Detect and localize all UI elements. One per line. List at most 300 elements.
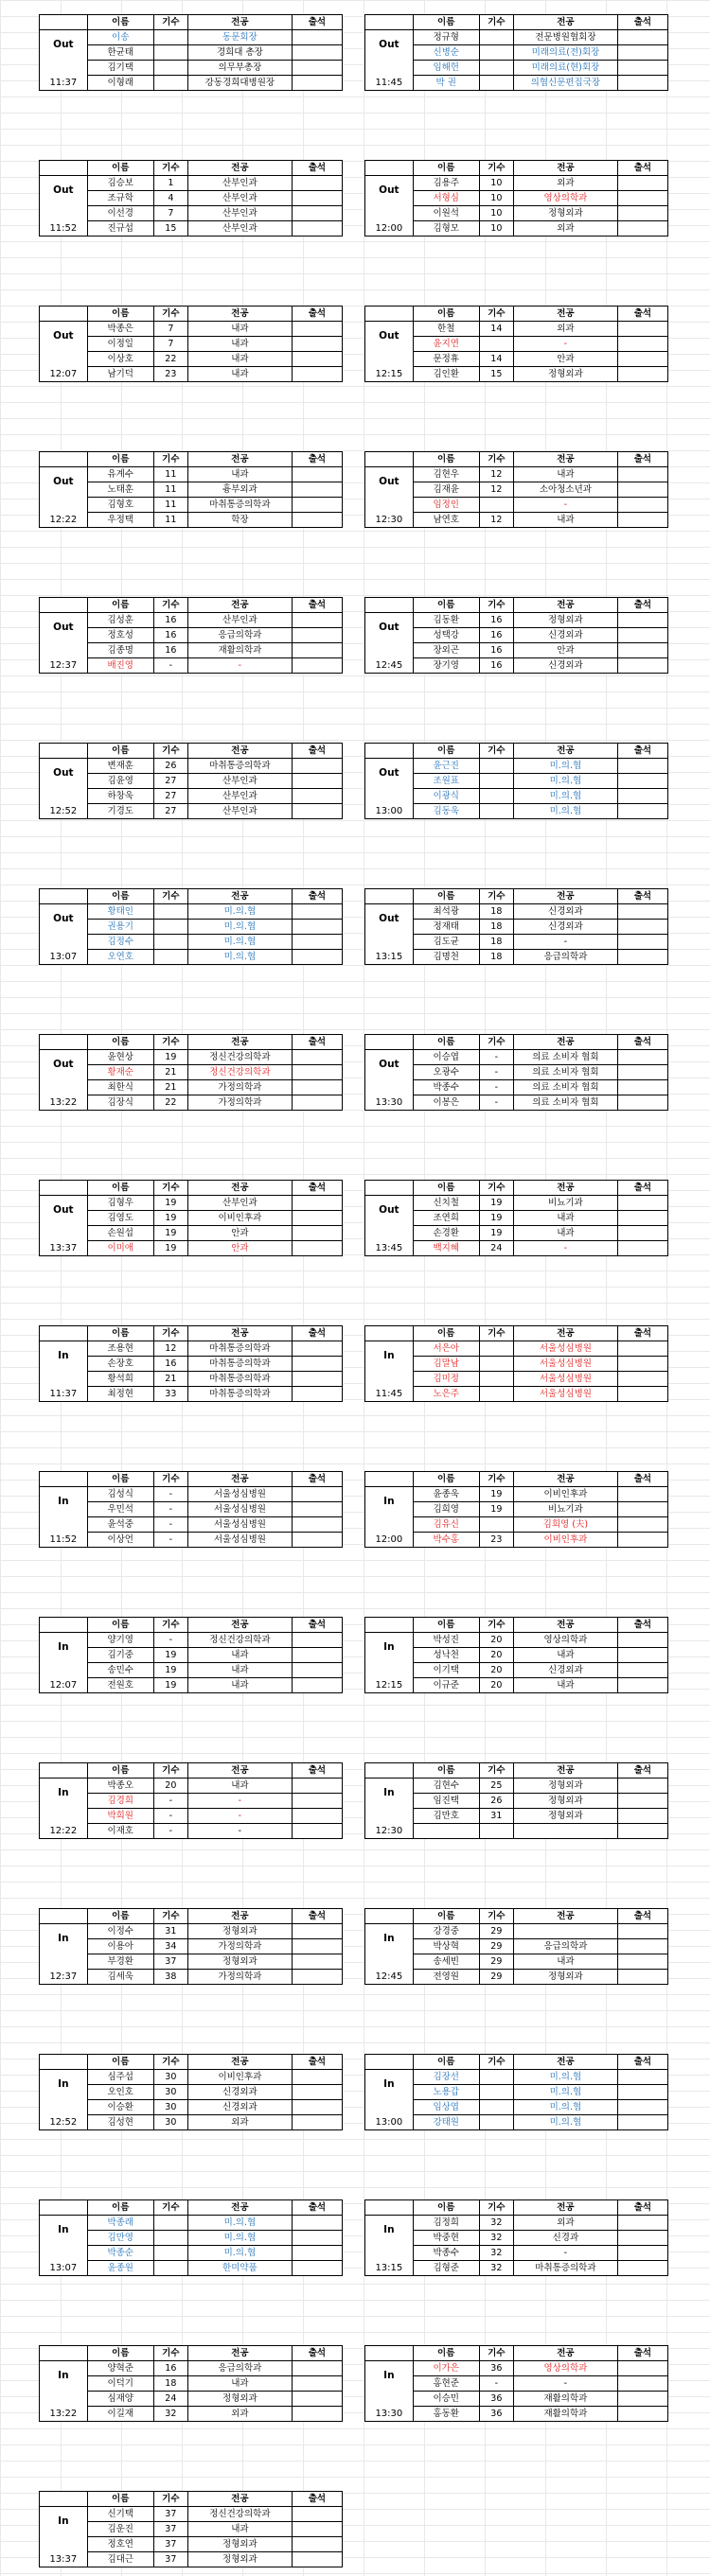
attendance-checkbox[interactable] [617,191,667,206]
header-generation: 기수 [153,889,187,904]
attendee-name: 우정택 [87,513,153,528]
header-attendance: 출석 [617,1618,667,1633]
attendee-major: 신경외과 [513,920,617,935]
header-major: 전공 [187,1909,292,1924]
attendance-checkbox[interactable] [292,367,342,382]
attendee-name: 박종순 [87,2246,153,2261]
attendee-major: 응급의학과 [513,950,617,965]
attendee-name: 심주섭 [87,2070,153,2085]
attendee-name: 권용기 [87,920,153,935]
attendance-checkbox[interactable] [292,1095,342,1111]
corner-cell [365,15,414,30]
attendance-checkbox[interactable] [617,221,667,237]
attendee-major: 내과 [187,2376,292,2392]
attendance-checkbox[interactable] [617,1954,667,1970]
attendee-major: 비뇨기과 [513,1502,617,1517]
attendance-checkbox[interactable] [292,1633,342,1648]
header-generation: 기수 [479,1326,513,1341]
attendee-major: 마취통증의학과 [187,1372,292,1387]
attendance-checkbox[interactable] [292,61,342,76]
attendee-name: 이용아 [87,1939,153,1954]
time-label: 12:52 [40,2100,88,2130]
attendee-major: 내과 [187,1779,292,1794]
attendance-checkbox[interactable] [292,1211,342,1226]
attendance-checkbox[interactable] [292,1970,342,1985]
attendee-name: 이길재 [87,2407,153,2422]
attendance-checkbox[interactable] [292,176,342,191]
attendance-checkbox[interactable] [292,1678,342,1693]
attendance-checkbox[interactable] [292,2246,342,2261]
attendance-checkbox[interactable] [292,1517,342,1533]
attendance-checkbox[interactable] [617,367,667,382]
attendee-generation: 22 [153,1095,187,1111]
attendance-checkbox[interactable] [617,1226,667,1241]
attendee-major: 산부인과 [187,1196,292,1211]
attendance-checkbox[interactable] [292,191,342,206]
attendance-checkbox[interactable] [617,45,667,61]
attendee-generation: 19 [479,1502,513,1517]
attendee-name: 송세빈 [413,1954,479,1970]
status-label: In [365,1633,414,1663]
header-name: 이름 [87,2200,153,2216]
attendance-checkbox[interactable] [292,774,342,789]
attendance-checkbox[interactable] [292,1387,342,1402]
attendee-generation: 16 [153,1357,187,1372]
attendee-name: 김동욱 [413,804,479,819]
attendance-checkbox[interactable] [292,1241,342,1256]
attendee-generation: 30 [153,2115,187,2130]
attendance-checkbox[interactable] [292,904,342,920]
header-generation: 기수 [153,15,187,30]
attendance-checkbox[interactable] [292,221,342,237]
schedule-block [364,1180,668,1256]
attendance-checkbox[interactable] [292,643,342,658]
attendance-checkbox[interactable] [617,498,667,513]
header-attendance: 출석 [292,1326,342,1341]
time-label: 13:37 [40,1226,88,1256]
attendance-checkbox[interactable] [617,1211,667,1226]
attendee-generation [153,76,187,91]
attendee-name: 손장호 [87,1357,153,1372]
attendance-checkbox[interactable] [292,1924,342,1939]
attendance-checkbox[interactable] [617,2100,667,2115]
attendee-name: 문정휴 [413,352,479,367]
schedule-block [39,1762,343,1839]
attendance-checkbox[interactable] [617,920,667,935]
header-attendance: 출석 [292,307,342,322]
attendance-checkbox[interactable] [617,1678,667,1693]
attendance-checkbox[interactable] [292,613,342,628]
attendee-major: 한미약품 [187,2261,292,2276]
corner-cell [40,15,88,30]
attendance-checkbox[interactable] [617,2246,667,2261]
schedule-block [364,1471,668,1548]
attendance-checkbox[interactable] [617,950,667,965]
attendance-checkbox[interactable] [617,482,667,498]
corner-cell [40,452,88,467]
header-major: 전공 [513,1472,617,1487]
header-major: 전공 [187,1326,292,1341]
corner-cell [40,1618,88,1633]
attendance-checkbox[interactable] [292,1648,342,1663]
attendee-name: 정규형 [413,30,479,45]
attendance-checkbox[interactable] [617,1095,667,1111]
header-generation: 기수 [479,1618,513,1633]
status-label: In [40,1779,88,1809]
header-major: 전공 [187,744,292,759]
attendance-checkbox[interactable] [617,1502,667,1517]
header-generation: 기수 [153,1472,187,1487]
attendance-checkbox[interactable] [617,352,667,367]
attendee-name: 이정수 [87,1924,153,1939]
attendance-checkbox[interactable] [292,1939,342,1954]
attendance-checkbox[interactable] [617,1924,667,1939]
attendance-checkbox[interactable] [292,1809,342,1824]
attendance-checkbox[interactable] [292,2552,342,2567]
attendance-checkbox[interactable] [292,1502,342,1517]
attendance-checkbox[interactable] [617,658,667,674]
header-attendance: 출석 [617,1909,667,1924]
attendee-generation [479,2070,513,2085]
header-major: 전공 [513,1763,617,1779]
attendance-checkbox[interactable] [617,1241,667,1256]
attendance-checkbox[interactable] [292,2522,342,2537]
corner-cell [40,2346,88,2361]
attendance-checkbox[interactable] [617,2085,667,2100]
attendance-checkbox[interactable] [617,613,667,628]
attendee-major: 내과 [187,1648,292,1663]
attendance-checkbox[interactable] [292,789,342,804]
time-label: 12:30 [365,498,414,528]
attendee-major: 의료 소비자 협회 [513,1050,617,1065]
attendance-checkbox[interactable] [617,30,667,45]
attendance-checkbox[interactable] [617,1779,667,1794]
attendance-checkbox[interactable] [292,2537,342,2552]
attendee-name: 윤종욱 [413,1487,479,1502]
attendee-major: 미.의.협 [513,759,617,774]
attendee-name: 신치철 [413,1196,479,1211]
attendee-major: 마취통증의학과 [187,498,292,513]
attendance-checkbox[interactable] [617,2376,667,2392]
attendance-checkbox[interactable] [617,1487,667,1502]
attendee-name: 김형모 [413,221,479,237]
attendance-checkbox[interactable] [617,2070,667,2085]
header-attendance: 출석 [617,452,667,467]
attendee-generation: 20 [479,1663,513,1678]
attendance-checkbox[interactable] [292,2070,342,2085]
attendee-generation: 34 [153,1939,187,1954]
attendance-checkbox[interactable] [617,176,667,191]
attendance-checkbox[interactable] [292,1954,342,1970]
attendee-generation: - [153,1502,187,1517]
attendance-checkbox[interactable] [292,935,342,950]
attendance-checkbox[interactable] [292,352,342,367]
attendee-major: 내과 [513,1678,617,1693]
attendee-generation: 32 [479,2216,513,2231]
attendance-checkbox[interactable] [292,2216,342,2231]
attendance-checkbox[interactable] [617,1824,667,1839]
attendance-checkbox[interactable] [292,804,342,819]
attendance-checkbox[interactable] [617,1065,667,1080]
attendance-checkbox[interactable] [292,2231,342,2246]
attendee-major: 정신건강의학과 [187,1633,292,1648]
header-generation: 기수 [153,598,187,613]
attendance-checkbox[interactable] [617,643,667,658]
attendee-name: 이상호 [87,352,153,367]
attendance-checkbox[interactable] [292,950,342,965]
status-label: Out [365,1050,414,1080]
attendance-checkbox[interactable] [292,337,342,352]
attendance-checkbox[interactable] [617,2361,667,2376]
attendance-checkbox[interactable] [617,1648,667,1663]
attendance-checkbox[interactable] [292,658,342,674]
status-label: Out [40,1050,88,1080]
attendee-name: 박 권 [413,76,479,91]
attendee-generation [479,789,513,804]
header-generation: 기수 [153,1763,187,1779]
attendee-generation [479,76,513,91]
attendee-generation: 29 [479,1954,513,1970]
header-attendance: 출석 [617,1181,667,1196]
attendance-checkbox[interactable] [617,2407,667,2422]
attendee-major: 내과 [187,1678,292,1693]
attendance-checkbox[interactable] [617,1794,667,1809]
attendance-checkbox[interactable] [617,1663,667,1678]
attendee-generation: 21 [153,1080,187,1095]
attendance-checkbox[interactable] [617,1357,667,1372]
attendance-checkbox[interactable] [292,30,342,45]
attendee-generation: 27 [153,789,187,804]
attendance-checkbox[interactable] [617,2231,667,2246]
header-generation: 기수 [479,1181,513,1196]
corner-cell [365,452,414,467]
header-attendance: 출석 [617,307,667,322]
attendance-checkbox[interactable] [292,1487,342,1502]
attendance-checkbox[interactable] [617,2115,667,2130]
attendance-checkbox[interactable] [617,76,667,91]
attendance-checkbox[interactable] [292,1226,342,1241]
attendee-generation: 37 [153,1954,187,1970]
attendance-checkbox[interactable] [292,2115,342,2130]
time-label: 13:15 [365,2246,414,2276]
attendance-checkbox[interactable] [292,2261,342,2276]
attendance-checkbox[interactable] [292,45,342,61]
attendee-major: 정형외과 [513,613,617,628]
attendance-checkbox[interactable] [617,467,667,482]
attendee-generation: 32 [479,2231,513,2246]
attendee-name: 노용갑 [413,2085,479,2100]
attendance-checkbox[interactable] [617,935,667,950]
attendance-checkbox[interactable] [292,2085,342,2100]
attendance-checkbox[interactable] [292,1663,342,1678]
attendance-checkbox[interactable] [617,2392,667,2407]
attendance-checkbox[interactable] [617,206,667,221]
attendance-checkbox[interactable] [292,206,342,221]
status-label: In [365,1779,414,1809]
attendance-checkbox[interactable] [292,1372,342,1387]
attendance-checkbox[interactable] [617,1080,667,1095]
header-major: 전공 [187,1618,292,1633]
schedule-block [39,597,343,674]
time-label: 11:52 [40,206,88,237]
header-attendance: 출석 [292,1909,342,1924]
attendee-major: 동문회장 [187,30,292,45]
attendance-checkbox[interactable] [292,2392,342,2407]
attendee-major: 가정의학과 [187,1970,292,1985]
attendee-generation: 37 [153,2522,187,2537]
time-label: 12:22 [40,498,88,528]
attendance-checkbox[interactable] [617,1196,667,1211]
attendee-generation: 24 [153,2392,187,2407]
attendance-checkbox[interactable] [292,1533,342,1548]
attendance-checkbox[interactable] [617,759,667,774]
attendee-name: 조용현 [87,1341,153,1357]
attendee-major: 경희대 총장 [187,45,292,61]
header-name: 이름 [413,1181,479,1196]
attendee-generation: 36 [479,2361,513,2376]
attendance-checkbox[interactable] [292,628,342,643]
attendee-name: 박중현 [413,2231,479,2246]
attendance-checkbox[interactable] [617,1517,667,1533]
attendance-checkbox[interactable] [292,759,342,774]
status-label: In [40,2507,88,2537]
time-label: 12:00 [365,1517,414,1548]
corner-cell [40,2492,88,2507]
attendance-checkbox[interactable] [617,904,667,920]
attendance-checkbox[interactable] [617,774,667,789]
attendance-checkbox[interactable] [292,467,342,482]
attendance-checkbox[interactable] [617,1533,667,1548]
attendance-checkbox[interactable] [617,628,667,643]
attendee-name: 박종수 [413,2246,479,2261]
attendance-checkbox[interactable] [292,322,342,337]
attendance-checkbox[interactable] [292,1357,342,1372]
header-name: 이름 [413,161,479,176]
schedule-block [39,1034,343,1111]
attendee-name: 조연희 [413,1211,479,1226]
attendee-name: 남연호 [413,513,479,528]
attendance-checkbox[interactable] [292,2507,342,2522]
attendance-checkbox[interactable] [617,1387,667,1402]
attendance-checkbox[interactable] [292,2407,342,2422]
attendance-checkbox[interactable] [292,1341,342,1357]
schedule-block [39,1617,343,1693]
attendance-checkbox[interactable] [292,513,342,528]
attendee-major: 미.의.협 [513,2100,617,2115]
schedule-block [364,2345,668,2422]
attendance-checkbox[interactable] [617,2261,667,2276]
header-name: 이름 [413,1618,479,1633]
header-major: 전공 [513,1035,617,1050]
attendance-checkbox[interactable] [292,498,342,513]
header-generation: 기수 [479,1763,513,1779]
header-attendance: 출석 [292,1763,342,1779]
attendee-generation: 16 [153,613,187,628]
attendance-checkbox[interactable] [617,61,667,76]
attendance-checkbox[interactable] [292,482,342,498]
attendee-name: 윤현상 [87,1050,153,1065]
header-attendance: 출석 [292,2346,342,2361]
attendee-generation: 20 [479,1678,513,1693]
corner-cell [365,744,414,759]
attendance-checkbox[interactable] [292,1065,342,1080]
attendee-generation: 21 [153,1372,187,1387]
attendance-checkbox[interactable] [617,789,667,804]
attendance-checkbox[interactable] [292,1794,342,1809]
schedule-block [39,160,343,237]
attendance-checkbox[interactable] [617,1341,667,1357]
attendee-name: 김정수 [87,935,153,950]
time-label: 11:37 [40,61,88,91]
header-attendance: 출석 [617,1035,667,1050]
header-name: 이름 [87,1763,153,1779]
attendance-checkbox[interactable] [617,1633,667,1648]
attendee-generation [479,774,513,789]
attendance-checkbox[interactable] [617,1970,667,1985]
attendance-checkbox[interactable] [617,513,667,528]
attendee-generation: 11 [153,467,187,482]
attendance-checkbox[interactable] [617,804,667,819]
header-generation: 기수 [479,2055,513,2070]
attendance-checkbox[interactable] [292,1196,342,1211]
header-major: 전공 [187,2200,292,2216]
attendance-checkbox[interactable] [617,1372,667,1387]
time-label: 13:22 [40,1080,88,1111]
status-label: Out [365,1196,414,1226]
header-attendance: 출석 [292,598,342,613]
header-major: 전공 [187,15,292,30]
attendance-checkbox[interactable] [617,1939,667,1954]
attendance-checkbox[interactable] [617,2216,667,2231]
attendance-checkbox[interactable] [292,1050,342,1065]
header-attendance: 출석 [292,889,342,904]
header-name: 이름 [413,1909,479,1924]
attendance-checkbox[interactable] [292,76,342,91]
attendee-name: 조원표 [413,774,479,789]
attendee-name: 이규준 [413,1678,479,1693]
attendee-major: 재활의학과 [513,2407,617,2422]
attendee-name: 윤지연 [413,337,479,352]
header-generation: 기수 [479,2200,513,2216]
attendance-checkbox[interactable] [292,1779,342,1794]
attendee-name: 이미애 [87,1241,153,1256]
attendance-checkbox[interactable] [292,2100,342,2115]
attendance-checkbox[interactable] [617,1050,667,1065]
attendee-name: 김성식 [87,1487,153,1502]
attendance-checkbox[interactable] [617,337,667,352]
attendance-checkbox[interactable] [292,920,342,935]
attendee-generation: 24 [479,1241,513,1256]
attendance-checkbox[interactable] [292,2376,342,2392]
header-major: 전공 [187,2346,292,2361]
attendance-checkbox[interactable] [292,1824,342,1839]
attendee-major: 미.의.협 [187,935,292,950]
attendee-name: 오인호 [87,2085,153,2100]
attendee-generation: 14 [479,322,513,337]
header-generation: 기수 [153,1326,187,1341]
attendance-checkbox[interactable] [292,1080,342,1095]
attendee-major: 의무부총장 [187,61,292,76]
header-generation: 기수 [153,744,187,759]
status-label: Out [40,904,88,935]
attendee-major: 내과 [187,2522,292,2537]
attendee-major: 신경외과 [513,1663,617,1678]
attendance-checkbox[interactable] [292,2361,342,2376]
attendance-checkbox[interactable] [617,322,667,337]
attendee-generation: 15 [153,221,187,237]
attendee-generation [153,2231,187,2246]
attendance-checkbox[interactable] [617,1809,667,1824]
